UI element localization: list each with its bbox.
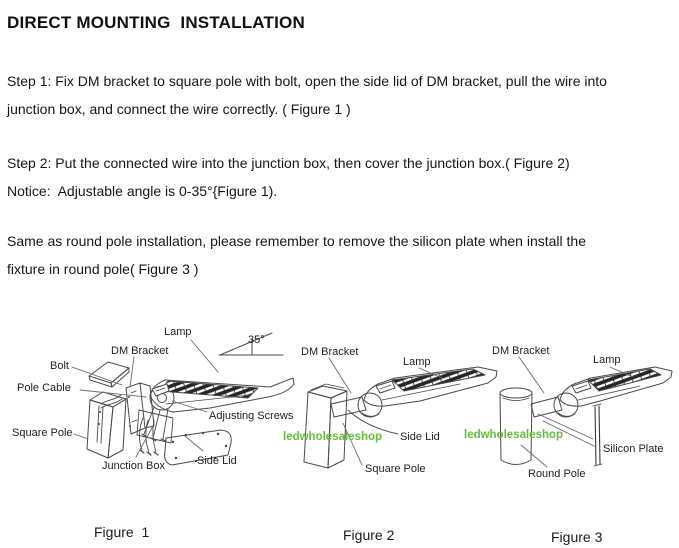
page-title: DIRECT MOUNTING INSTALLATION <box>7 13 305 33</box>
fig3-label-round-pole: Round Pole <box>528 468 586 480</box>
fig1-label-lamp: Lamp <box>164 326 192 338</box>
fig2-watermark: ledwholesaleshop <box>283 431 383 443</box>
fig2-caption: Figure 2 <box>343 527 395 543</box>
fig2-label-square-pole: Square Pole <box>365 463 426 475</box>
fig1-lamp-drawing <box>150 378 294 412</box>
fig1-label-bolt: Bolt <box>50 360 69 372</box>
fig2-label-side-lid: Side Lid <box>400 431 440 443</box>
fig1-drawing <box>72 333 294 465</box>
fig3-round-pole-drawing <box>500 388 532 465</box>
fig3-dm-bracket-drawing <box>531 393 578 417</box>
fig3-caption: Figure 3 <box>551 529 603 545</box>
fig1-square-pole-drawing <box>87 392 126 458</box>
fig3-watermark: ledwholesaleshop <box>464 429 564 441</box>
fig3-label-dm-bracket: DM Bracket <box>492 345 550 357</box>
step1-line1: Step 1: Fix DM bracket to square pole with bolt, open the side lid of DM bracket, pull the wire into <box>7 73 607 89</box>
fig3-label-lamp: Lamp <box>593 354 621 366</box>
notice-line: Notice: Adjustable angle is 0-35°{Figure 1). <box>7 183 278 199</box>
fig3-silicon-plate-drawing <box>593 404 602 466</box>
fig1-label-dm-bracket: DM Bracket <box>111 345 169 357</box>
fig1-label-angle: 35° <box>248 334 265 346</box>
fig1-label-adjusting-screws: Adjusting Screws <box>209 410 294 422</box>
step2-paragraph <box>7 149 675 205</box>
note-line1: Same as round pole installation, please remember to remove the silicon plate when install the <box>7 233 586 249</box>
fig2-label-dm-bracket: DM Bracket <box>301 346 359 358</box>
step1-line2: junction box, and connect the wire correctly. ( Figure 1 ) <box>7 101 351 117</box>
fig2-label-lamp: Lamp <box>403 356 431 368</box>
round-pole-note-paragraph <box>7 227 675 283</box>
fig1-label-junction-box: Junction Box <box>102 460 165 472</box>
fig1-bolt-drawing <box>89 362 129 387</box>
fig2-square-pole-drawing <box>304 384 347 468</box>
fig1-caption: Figure 1 <box>94 524 150 540</box>
figures-line-art <box>0 300 679 548</box>
fig1-label-pole-cable: Pole Cable <box>17 382 71 394</box>
note-line2: fixture in round pole( Figure 3 ) <box>7 261 199 277</box>
fig1-label-side-lid: Side Lid <box>197 455 237 467</box>
fig1-label-square-pole: Square Pole <box>12 427 73 439</box>
fig1-junction-box-drawing <box>137 410 173 455</box>
fig2-drawing <box>304 358 497 468</box>
step1-paragraph <box>7 67 675 123</box>
fig3-label-silicon-plate: Silicon Plate <box>603 443 664 455</box>
step2-line1: Step 2: Put the connected wire into the junction box, then cover the junction box.( Figure 2) <box>7 155 570 171</box>
